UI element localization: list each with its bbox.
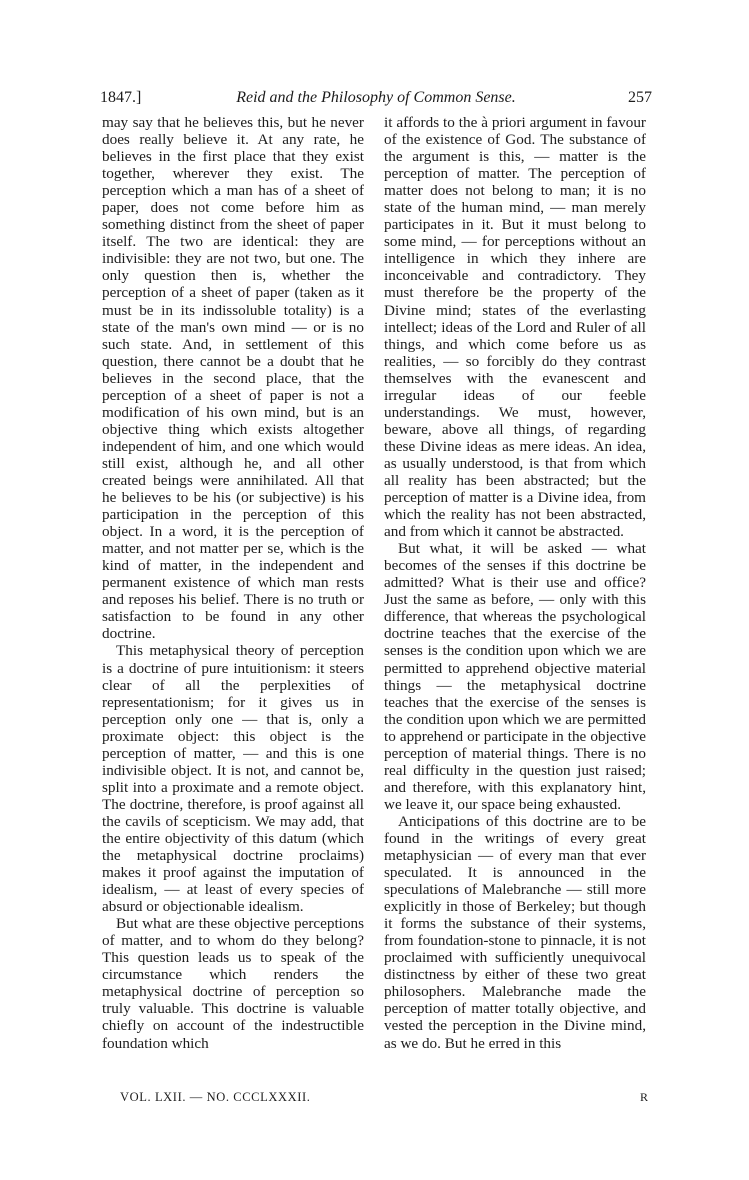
- signature-mark: R: [639, 1090, 648, 1104]
- paragraph: But what, it will be asked — what becomes of the senses if this doctrine be admitted? What is their use and office? Just the same as before, — only with this difference, that whereas the psychological doctrine teaches that the exercise of the senses is the condition upon which we are permitted to apprehend objective material things — the metaphysical doctrine teaches that the exercise of the senses is the condition upon which we are permitted to apprehend or participate in the objective perception of material things. There is no real difficulty in the question just raised; and therefore, with this explanatory hint, we leave it, our space being exhausted.: [384, 540, 646, 813]
- running-head: [100, 86, 652, 110]
- page-footer: [100, 1087, 652, 1107]
- paragraph: may say that he believes this, but he never does really believe it. At any rate, he believes in the first place that they exist together, wherever they exist. The perception which a man has of a sheet of paper, does not come before him as something distinct from the sheet of paper itself. The two are identical: they are indivisible: they are not two, but one. The only question then is, whether the perception of a sheet of paper (taken as it must be in its indissoluble totality) is a state of the man's own mind — or is no such state. And, in settlement of this question, there cannot be a doubt that he believes in the second place, that the perception of a sheet of paper is not a modification of his own mind, but is an objective thing which exists altogether independent of him, and one which would still exist, although he, and all other created beings were annihilated. All that he believes to be his (or subjective) is his participation in the perception of this object. In a word, it is the perception of matter, and not matter per se, which is the kind of matter, in the independent and permanent existence of which man rests and reposes his belief. There is no truth or satisfaction to be found in any other doctrine.: [102, 114, 364, 643]
- paragraph: Anticipations of this doctrine are to be found in the writings of every great metaphysician — of every man that ever speculated. It is announced in the speculations of Malebranche — still more explicitly in those of Berkeley; but though it forms the substance of their systems, from foundation-stone to pinnacle, it is not proclaimed with sufficiently unequivocal distinctness by either of these two great philosophers. Malebranche made the perception of matter totally objective, and vested the perception in the Divine mind, as we do. But he erred in this: [384, 812, 646, 1052]
- header-title: Reid and the Philosophy of Common Sense.: [236, 89, 516, 106]
- left-column: [102, 114, 364, 1094]
- paragraph: But what are these objective perceptions of matter, and to whom do they belong? This question leads us to speak of the circumstance which renders the metaphysical doctrine of perception so truly valuable. This doctrine is valuable chiefly on account of the indestructible foundation which: [102, 915, 364, 1052]
- header-year: 1847.]: [100, 89, 142, 106]
- paragraph: it affords to the à priori argument in favour of the existence of God. The substance of the argument is this, — matter is the perception of matter. The perception of matter does not belong to man; it is no state of the human mind, — man merely participates in it. But it must belong to some mind, — for perceptions without an intelligence in which they inhere are inconceivable and contradictory. They must therefore be the property of the Divine mind; states of the everlasting intellect; ideas of the Lord and Ruler of all things, and which come before us as realities, — so forcibly do they contrast themselves with the evanescent and irregular ideas of our feeble understandings. We must, however, beware, above all things, of regarding these Divine ideas as mere ideas. An idea, as usually understood, is that from which all reality has been abstracted; but the perception of matter is a Divine idea, from which the reality has not been abstracted, and from which it cannot be abstracted.: [384, 114, 646, 541]
- paragraph: This metaphysical theory of perception is a doctrine of pure intuitionism: it steers clear of all the perplexities of representationism; for it gives us in perception only one — that is, only a proximate object: this object is the perception of matter, — and this is one indivisible object. It is not, and cannot be, split into a proximate and a remote object. The doctrine, therefore, is proof against all the cavils of scepticism. We may add, that the entire objectivity of this datum (which the metaphysical doctrine proclaims) makes it proof against the imputation of idealism, — at least of every species of absurd or objectionable idealism.: [102, 642, 364, 916]
- header-page-number: 257: [628, 89, 652, 106]
- right-column: [384, 114, 646, 1094]
- volume-line: VOL. LXII. — NO. CCCLXXXII.: [120, 1090, 311, 1104]
